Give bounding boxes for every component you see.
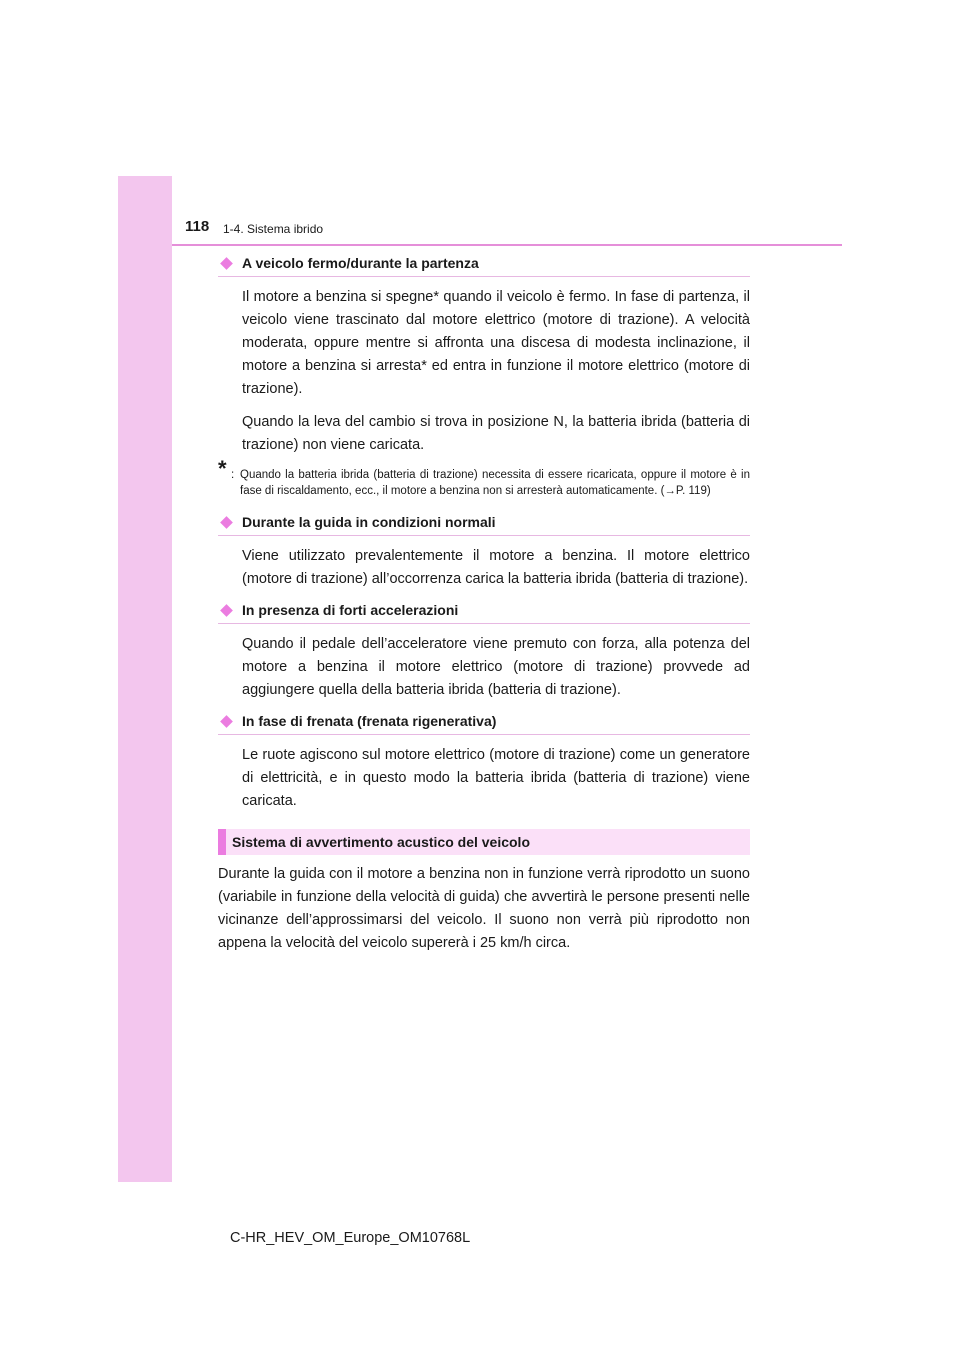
section-heading-box — [218, 829, 750, 855]
body-paragraph: Il motore a benzina si spegne* quando il veicolo è fermo. In fase di partenza, il veicolo viene trascinato dal motore elettrico (motore di trazione). A velocità moderata, oppure mentre si affronta una discesa di modesta inclinazione, il motore a benzina si arresta* ed entra in funzione il motore elettrico (motore di trazione). — [242, 289, 750, 397]
header-rule — [172, 244, 842, 246]
subsection-heading — [218, 513, 750, 536]
subsection-title: In fase di frenata (frenata rigenerativa) — [242, 713, 497, 729]
body-paragraph: Viene utilizzato prevalentemente il motore a benzina. Il motore elettrico (motore di trazione) all’occorrenza carica la batteria ibrida (batteria di trazione). — [242, 548, 750, 587]
page-number: 118 — [185, 218, 210, 235]
section-title: Sistema di avvertimento acustico del veicolo — [232, 834, 530, 850]
subsection-heading — [218, 712, 750, 735]
section-accent-bar — [218, 829, 226, 855]
footnote — [218, 456, 750, 499]
side-tab-strip — [118, 176, 172, 1182]
page-content — [218, 254, 750, 955]
diamond-icon — [220, 516, 233, 529]
chapter-title: 1-4. Sistema ibrido — [223, 222, 324, 236]
asterisk-mark: * — [218, 456, 227, 481]
section-paragraph: Durante la guida con il motore a benzina non in funzione verrà riprodotto un suono (variabile in funzione della velocità di guida) che avvertirà le persone presenti nelle vicinanze dell’approssimarsi del veicolo. Il suono non verrà più riprodotto non appena la velocità del veicolo supererà i 25 km/h circa. — [218, 866, 750, 951]
body-paragraph: Le ruote agiscono sul motore elettrico (motore di trazione) come un generatore di elettricità, e in questo modo la batteria ibrida (batteria di trazione) viene caricata. — [242, 747, 750, 809]
body-paragraph: Quando la leva del cambio si trova in posizione N, la batteria ibrida (batteria di trazione) non viene caricata. — [242, 414, 750, 453]
footnote-colon: : — [231, 469, 235, 481]
subsection-title: In presenza di forti accelerazioni — [242, 602, 459, 618]
body-paragraph: Quando il pedale dell’acceleratore viene premuto con forza, alla potenza del motore a benzina il motore elettrico (motore di trazione) provvede ad aggiungere quella della batteria ibrida (batteria di trazione). — [242, 636, 750, 698]
subsection-title: Durante la guida in condizioni normali — [242, 514, 496, 530]
diamond-icon — [220, 257, 233, 270]
subsection-heading — [218, 601, 750, 624]
subsection-title: A veicolo fermo/durante la partenza — [242, 255, 479, 271]
diamond-icon — [220, 604, 233, 617]
diamond-icon — [220, 715, 233, 728]
subsection-heading — [218, 254, 750, 277]
document-code: C-HR_HEV_OM_Europe_OM10768L — [230, 1230, 471, 1246]
footnote-text: Quando la batteria ibrida (batteria di trazione) necessita di essere ricaricata, oppure il motore è in fase di riscaldamento, ecc., il motore a benzina non si arresterà automaticamente. (→P. 119) — [240, 469, 750, 497]
